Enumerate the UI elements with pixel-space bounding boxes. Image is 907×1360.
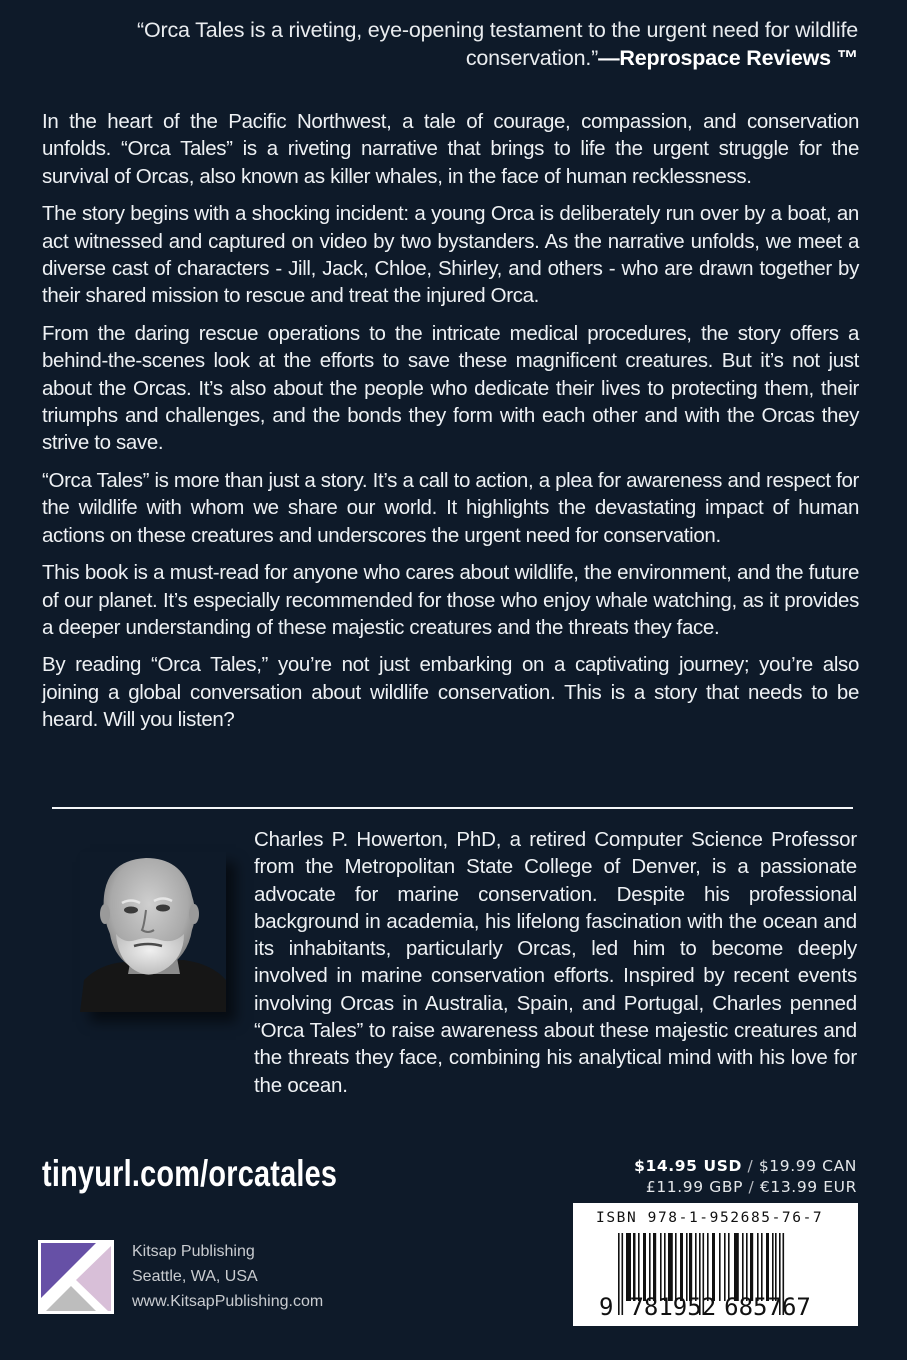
- description-paragraph: “Orca Tales” is more than just a story. It’s a call to action, a plea for awareness and respect for the wildlife with whom we share our world. It highlights the devastating impact of human actions on these creatures and underscores the urgent need for conservation.: [42, 468, 859, 547]
- book-description: [42, 108, 859, 744]
- barcode-right-group: 685767: [724, 1293, 811, 1321]
- author-photo: [80, 852, 226, 1012]
- isbn-label: ISBN 978-1-952685-76-7: [596, 1210, 824, 1226]
- barcode-digits: [599, 1293, 811, 1321]
- barcode-lead-digit: 9: [599, 1293, 614, 1321]
- price-can: $19.99 CAN: [758, 1157, 857, 1175]
- review-quote: [60, 16, 858, 72]
- price-separator: /: [741, 1157, 759, 1175]
- description-paragraph: From the daring rescue operations to the intricate medical procedures, the story offers a behind-the-scenes look at the efforts to save these magnificent creatures. But it’s not just about the Orcas. It’s also about the people who dedicate their lives to protecting them, their triumphs and challenges, and the bonds they form with each other and with the Orcas they strive to save.: [42, 321, 859, 455]
- barcode-left-group: 781952: [629, 1293, 717, 1321]
- price-usd: $14.95 USD: [634, 1157, 742, 1175]
- price-eur: €13.99 EUR: [759, 1178, 857, 1196]
- isbn-barcode: [573, 1203, 858, 1326]
- publisher-name: Kitsap Publishing: [132, 1243, 255, 1260]
- price-block: [634, 1156, 857, 1198]
- description-paragraph: By reading “Orca Tales,” you’re not just embarking on a captivating journey; you’re also joining a global conversation about wildlife conservation. This is a story that needs to be heard. Will you listen?: [42, 653, 859, 732]
- price-gbp: £11.99 GBP: [645, 1178, 744, 1196]
- section-divider: [52, 807, 853, 809]
- book-url-link[interactable]: tinyurl.com/orcatales: [42, 1153, 338, 1194]
- quote-text: “Orca Tales is a riveting, eye-opening testament to the urgent need for wildlife conservation.”: [137, 18, 858, 70]
- author-portrait-icon: [80, 852, 226, 1012]
- price-row-2: [634, 1177, 857, 1198]
- price-row-1: [634, 1156, 857, 1177]
- publisher-location: Seattle, WA, USA: [132, 1268, 258, 1285]
- publisher-website-link[interactable]: www.KitsapPublishing.com: [132, 1293, 324, 1310]
- author-bio: Charles P. Howerton, PhD, a retired Computer Science Professor from the Metropolitan State College of Denver, is a passionate advocate for marine conservation. Despite his professional background in academia, his lifelong fascination with the ocean and its inhabitants, particularly Orcas, led him to become deeply involved in marine conservation efforts. Inspired by recent events involving Orcas in Australia, Spain, and Portugal, Charles penned “Orca Tales” to raise awareness about these majestic creatures and the threats they face, combining his analytical mind with his love for the ocean.: [254, 828, 857, 1097]
- kitsap-logo-icon: [38, 1240, 114, 1314]
- price-separator: /: [743, 1178, 760, 1196]
- description-paragraph: In the heart of the Pacific Northwest, a tale of courage, compassion, and conservation unfolds. “Orca Tales” is a riveting narrative that brings to life the urgent struggle for the survival of Orcas, also known as killer whales, in the face of human recklessness.: [42, 110, 859, 188]
- quote-source: —Reprospace Reviews ™: [598, 46, 858, 70]
- description-paragraph: This book is a must-read for anyone who cares about wildlife, the environment, and the future of our planet. It’s especially recommended for those who enjoy whale watching, as it provides a deeper understanding of these majestic creatures and the threats they face.: [42, 561, 859, 639]
- description-paragraph: The story begins with a shocking incident: a young Orca is deliberately run over by a boat, an act witnessed and captured on video by two bystanders. As the narrative unfolds, we meet a diverse cast of characters - Jill, Jack, Chloe, Shirley, and others - who are drawn together by their shared mission to rescue and treat the injured Orca.: [42, 202, 859, 308]
- publisher-info: [132, 1239, 323, 1314]
